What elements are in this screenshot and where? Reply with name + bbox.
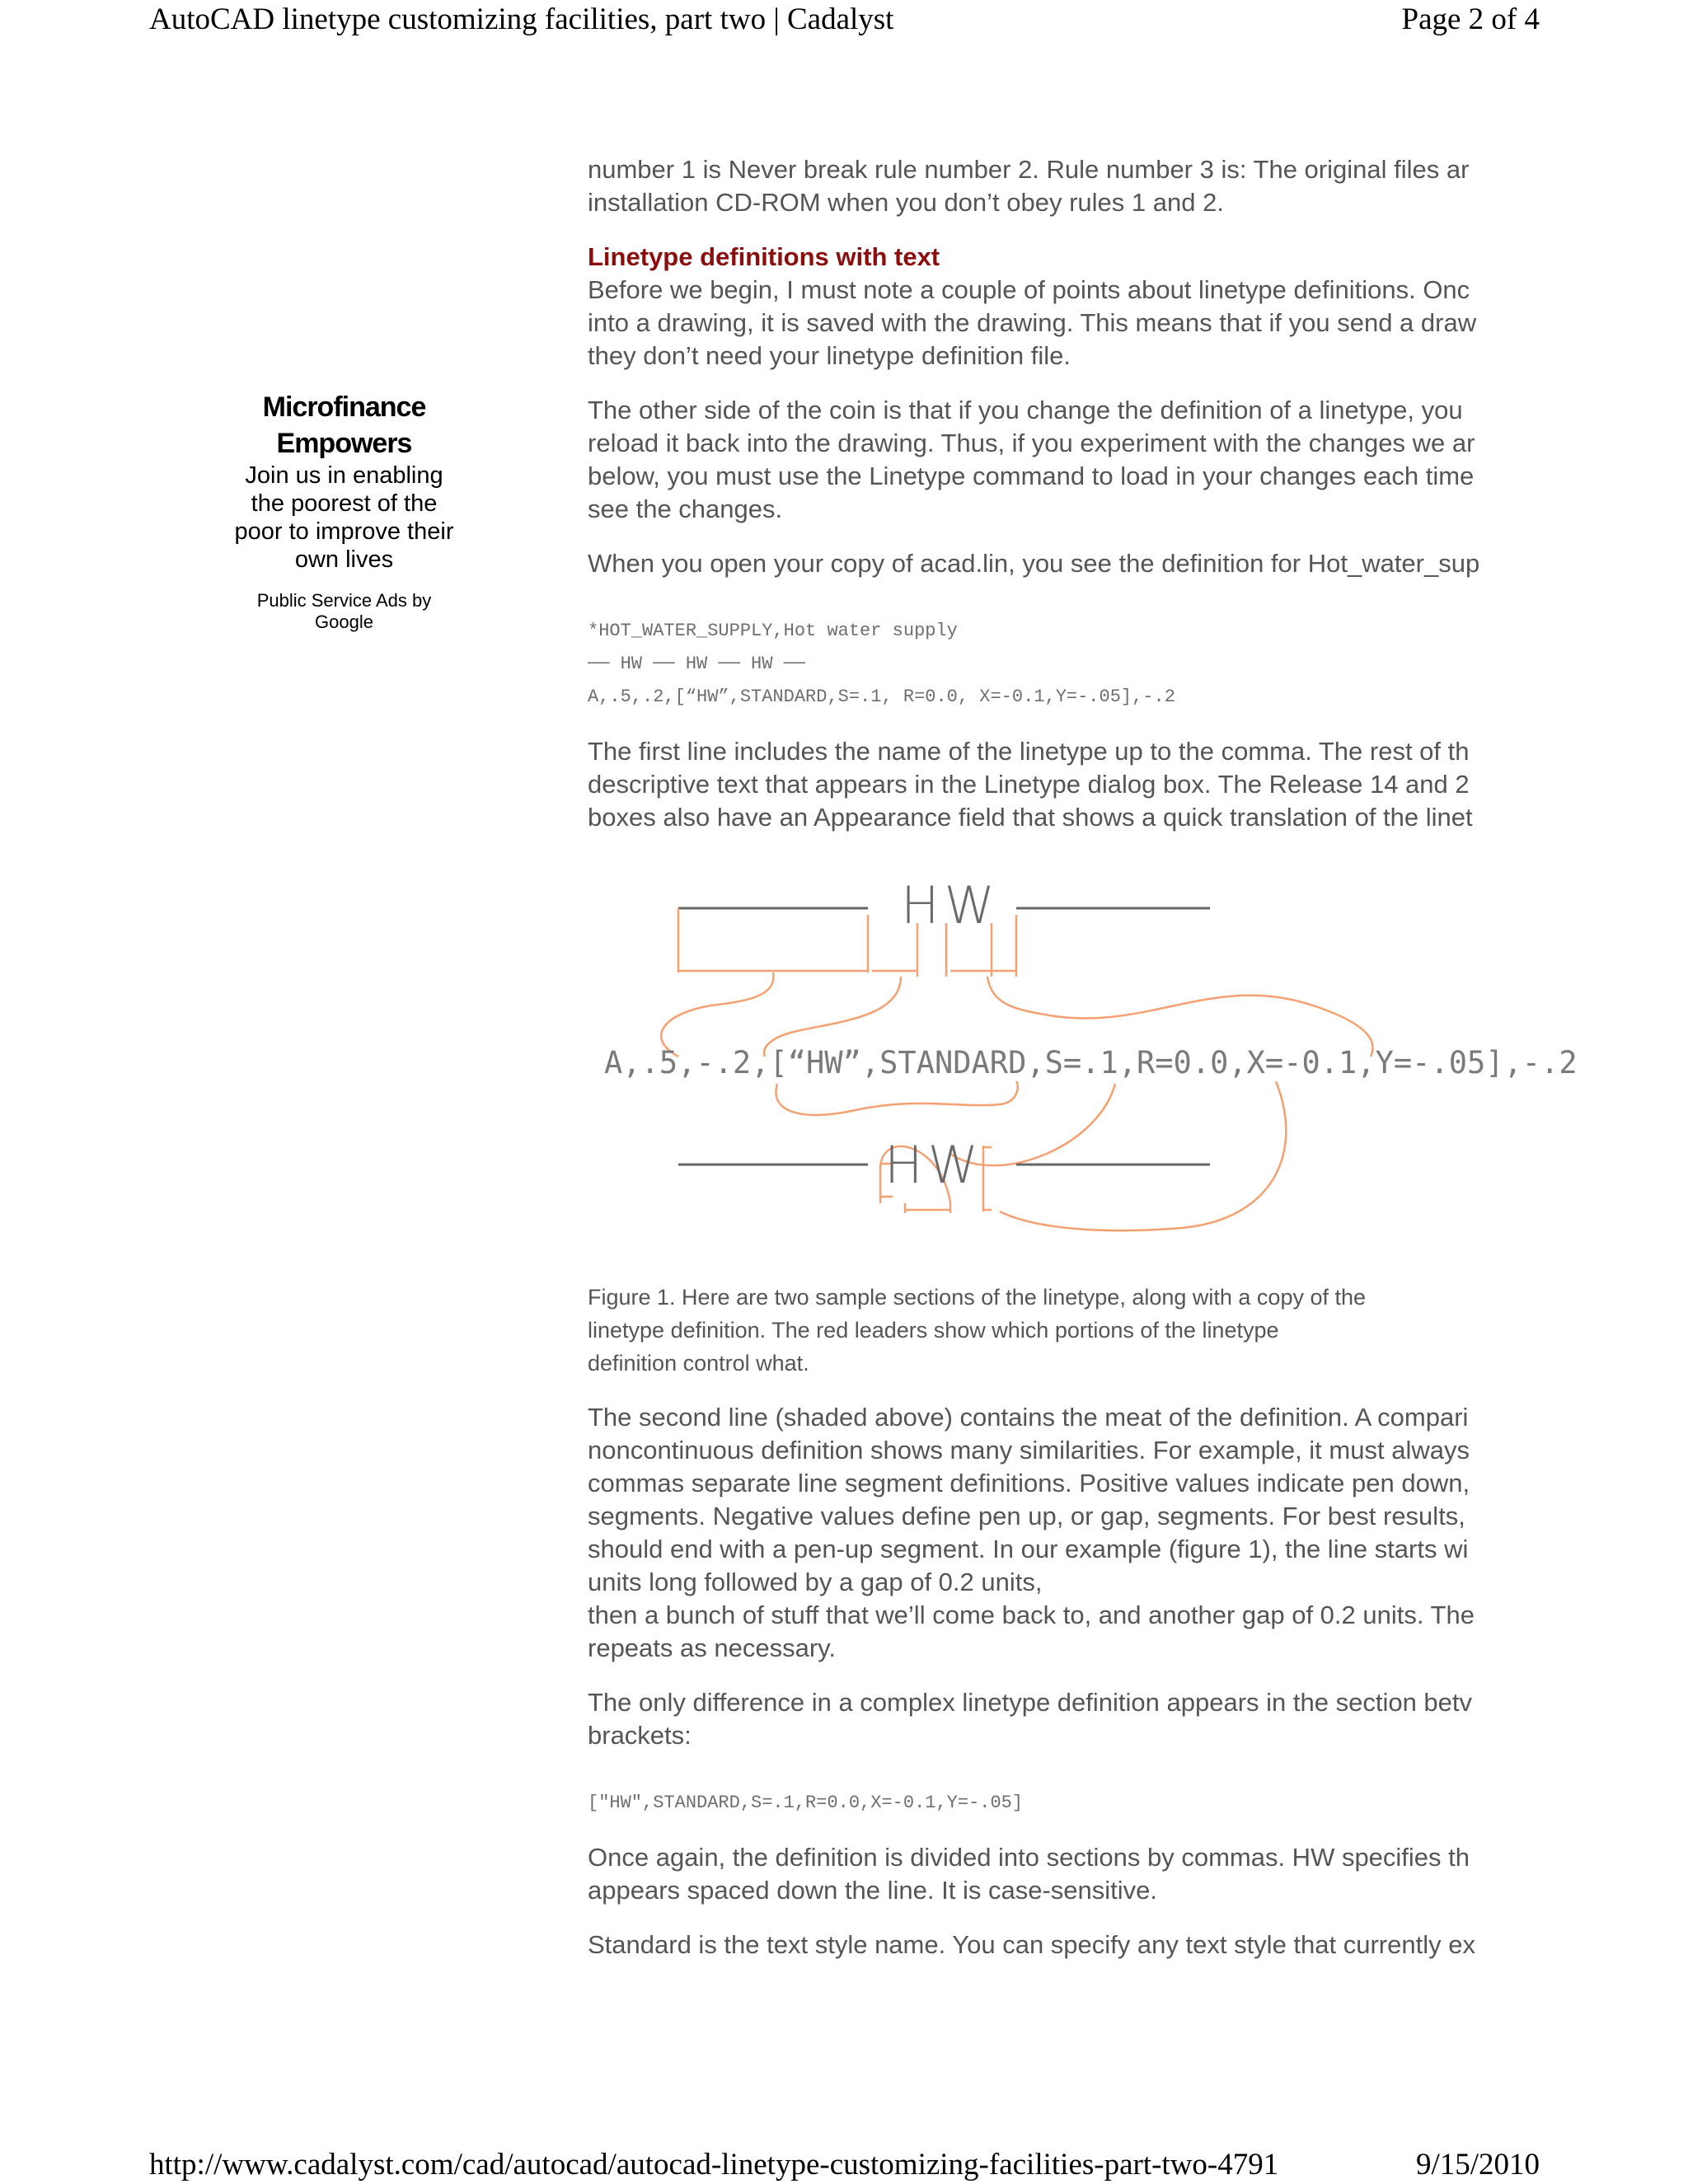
- paragraph-line: Standard is the text style name. You can specify any text style that currently ex: [588, 1930, 1475, 1959]
- ad-title-line-1[interactable]: Microfinance: [262, 391, 426, 423]
- figure-caption-line: definition control what.: [588, 1351, 809, 1376]
- paragraph-line: units long followed by a gap of 0.2 units,: [588, 1568, 1043, 1596]
- bottom-dimension-leaders: [776, 1081, 1286, 1230]
- code-line: A,.5,.2,[“HW”,STANDARD,S=.1, R=0.0, X=-0.1,Y=-.05],-.2: [588, 687, 1175, 707]
- ad-credit-line[interactable]: Public Service Ads by: [256, 590, 432, 611]
- paragraph-line: The second line (shaded above) contains the meat of the definition. A compari: [588, 1403, 1469, 1432]
- paragraph-line: into a drawing, it is saved with the drawing. This means that if you send a draw: [588, 308, 1477, 337]
- figure-caption-line: linetype definition. The red leaders show which portions of the linetype: [588, 1318, 1279, 1343]
- figure-definition-text: A,.5,-.2,[“HW”,STANDARD,S=.1,R=0.0,X=-0.1,Y=-.05],-.2: [604, 1045, 1578, 1080]
- code-line: *HOT_WATER_SUPPLY,Hot water supply: [588, 621, 958, 641]
- code-line: ["HW",STANDARD,S=.1,R=0.0,X=-0.1,Y=-.05]: [588, 1793, 1024, 1813]
- footer-date: 9/15/2010: [1415, 2148, 1540, 2182]
- section-heading: Linetype definitions with text: [588, 242, 940, 271]
- paragraph-line: segments. Negative values define pen up, or gap, segments. For best results,: [588, 1502, 1465, 1530]
- paragraph-line: The only difference in a complex linetype definition appears in the section betv: [588, 1688, 1473, 1717]
- ad-body: [221, 462, 468, 574]
- public-service-ad[interactable]: [210, 389, 478, 633]
- page-header-title: AutoCAD linetype customizing facilities, part two | Cadalyst: [149, 2, 894, 36]
- paragraph-line: below, you must use the Linetype command to load in your changes each time: [588, 462, 1475, 490]
- figure-caption-line: Figure 1. Here are two sample sections of the linetype, along with a copy of the: [588, 1285, 1367, 1310]
- paragraph-line: Once again, the definition is divided into sections by commas. HW specifies th: [588, 1843, 1470, 1872]
- paragraph-line: see the changes.: [588, 494, 783, 523]
- figure-1-linetype-diagram: [588, 841, 1578, 1269]
- paragraph-line: The first line includes the name of the linetype up to the comma. The rest of th: [588, 737, 1470, 766]
- paragraph-line: commas separate line segment definitions. Positive values indicate pen down,: [588, 1469, 1470, 1497]
- paragraph-line: brackets:: [588, 1721, 692, 1750]
- ad-credit-line[interactable]: Google: [315, 612, 373, 632]
- code-line: ── HW ── HW ── HW ──: [588, 654, 806, 674]
- paragraph-line: descriptive text that appears in the Linetype dialog box. The Release 14 and 2: [588, 770, 1470, 799]
- ad-credit[interactable]: [246, 590, 443, 633]
- intro-line: number 1 is Never break rule number 2. Rule number 3 is: The original files ar: [588, 155, 1470, 184]
- bottom-hw-label: HW: [884, 1135, 983, 1195]
- figure-svg: [588, 841, 1578, 1269]
- paragraph-line: reload it back into the drawing. Thus, if you experiment with the changes we ar: [588, 429, 1475, 457]
- paragraph-line: When you open your copy of acad.lin, you see the definition for Hot_water_sup: [588, 549, 1480, 578]
- page-number: Page 2 of 4: [1401, 2, 1540, 36]
- paragraph-line: then a bunch of stuff that we’ll come back to, and another gap of 0.2 units. The: [588, 1601, 1475, 1629]
- top-dimension-leaders: [661, 908, 1372, 1057]
- paragraph-line: should end with a pen-up segment. In our example (figure 1), the line starts wi: [588, 1535, 1469, 1563]
- paragraph-line: repeats as necessary.: [588, 1633, 836, 1662]
- ad-body-line: Join us in enabling: [245, 462, 443, 489]
- paragraph-line: appears spaced down the line. It is case-sensitive.: [588, 1876, 1157, 1905]
- footer-url[interactable]: http://www.cadalyst.com/cad/autocad/autocad-linetype-customizing-facilities-part-two-4791: [149, 2148, 1279, 2182]
- top-hw-label: HW: [901, 875, 1000, 935]
- paragraph-line: boxes also have an Appearance field that shows a quick translation of the linet: [588, 803, 1473, 832]
- ad-body-line: poor to improve their: [234, 518, 454, 545]
- paragraph-line: they don’t need your linetype definition file.: [588, 341, 1071, 370]
- ad-body-line: own lives: [294, 546, 394, 573]
- ad-title-line-2[interactable]: Empowers: [276, 428, 412, 459]
- intro-line: installation CD-ROM when you don’t obey rules 1 and 2.: [588, 188, 1224, 217]
- paragraph-line: noncontinuous definition shows many similarities. For example, it must always: [588, 1436, 1470, 1465]
- paragraph-line: The other side of the coin is that if you change the definition of a linetype, you: [588, 396, 1463, 424]
- paragraph-line: Before we begin, I must note a couple of points about linetype definitions. Onc: [588, 275, 1470, 304]
- ad-body-line: the poorest of the: [251, 490, 438, 517]
